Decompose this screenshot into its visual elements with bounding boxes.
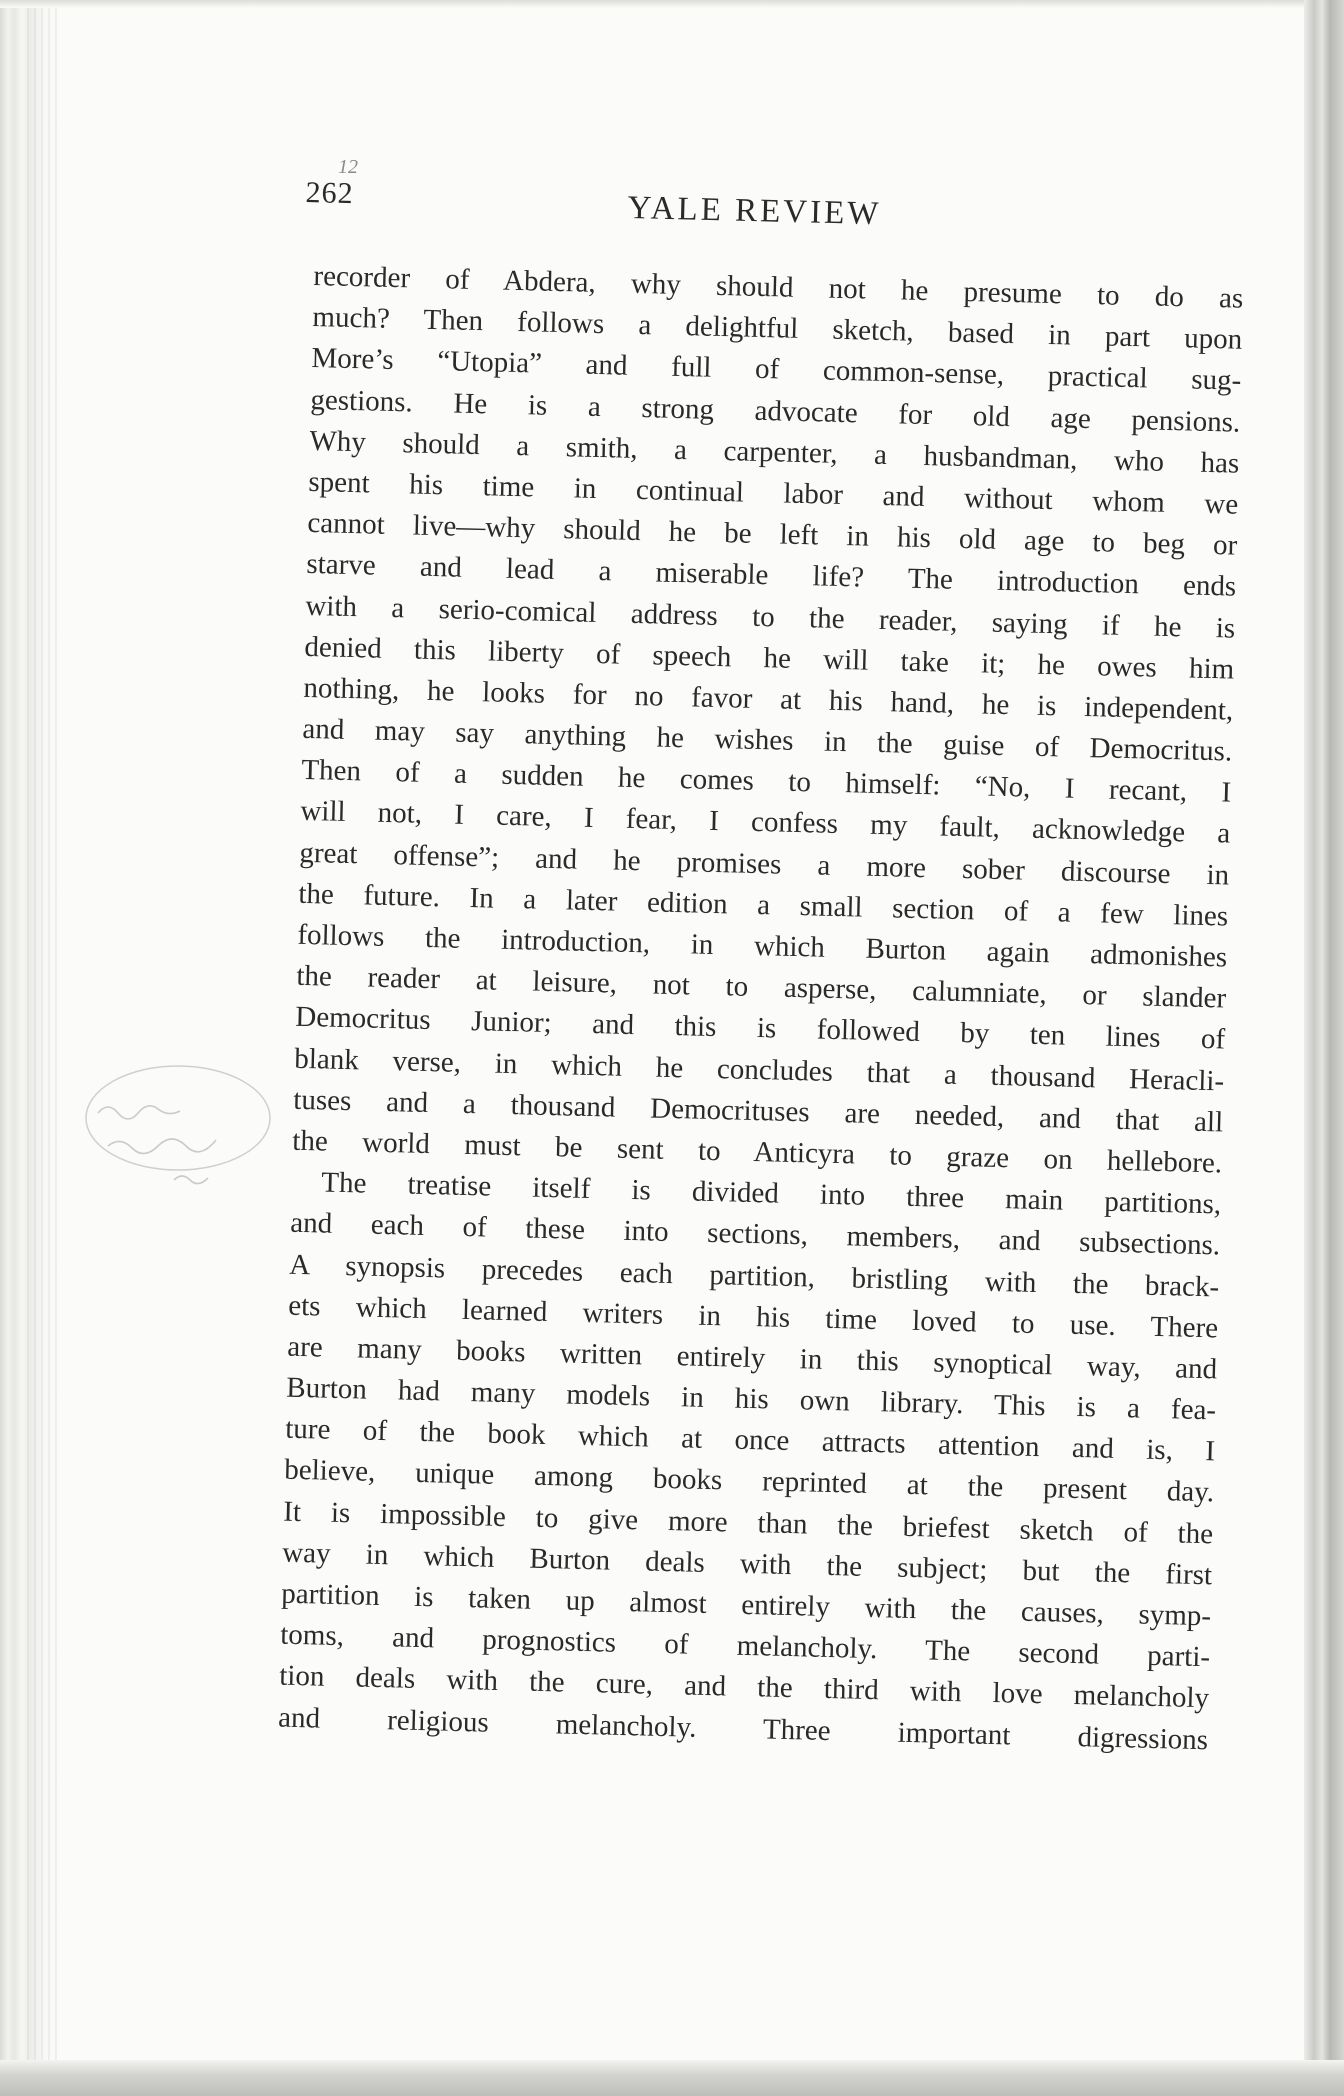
text-line: ets which learned writers in his time loved to use. There (287, 1289, 1219, 1345)
pencil-annotation: 12 (338, 156, 358, 178)
text-line: gestions. He is a strong advocate for old age pensions. (310, 383, 1241, 439)
text-line: way in which Burton deals with the subject; but the first (281, 1536, 1213, 1592)
text-line: Burton had many models in his own library. This is a fea- (285, 1371, 1217, 1427)
text-line: It is impossible to give more than the briefest sketch of the (282, 1495, 1214, 1550)
text-line: blank verse, in which he concludes that a thousand Heracli- (294, 1042, 1225, 1098)
page-bottom-edge (0, 2060, 1344, 2096)
text-line: believe, unique among books reprinted at the present day. (283, 1454, 1215, 1509)
page-right-edge (1304, 0, 1344, 2096)
text-line: Why should a smith, a carpenter, a husbandman, who has (309, 424, 1240, 480)
text-line: partition is taken up almost entirely with the causes, symp- (280, 1577, 1212, 1633)
text-line: The treatise itself is divided into three main partitions, (320, 1166, 1222, 1221)
text-line: More’s “Utopia” and full of common-sense, practical sug- (311, 342, 1242, 398)
text-line: A synopsis precedes each partition, bristling with the brack- (288, 1248, 1220, 1303)
text-line: and religious melancholy. Three important digressions (277, 1701, 1209, 1756)
text-line: ture of the book which at once attracts attention and is, I (284, 1412, 1216, 1468)
body-text (278, 256, 1244, 1761)
text-line: with a serio-comical address to the reader, saying if he is (305, 589, 1236, 645)
text-line: will not, I care, I fear, I confess my fault, acknowledge a (300, 795, 1231, 850)
running-head: YALE REVIEW (627, 190, 882, 233)
text-line: starve and lead a miserable life? The introduction ends (306, 548, 1237, 603)
text-line: Then of a sudden he comes to himself: “No, I recant, I (301, 754, 1232, 809)
text-line: denied this liberty of speech he will take it; he owes him (304, 630, 1235, 686)
text-line: tuses and a thousand Democrituses are needed, and that all (292, 1083, 1224, 1139)
text-line: are many books written entirely in this synoptical way, and (286, 1330, 1218, 1386)
text-line: recorder of Abdera, why should not he presume to do as (313, 259, 1244, 315)
text-line: nothing, he looks for no favor at his hand, he is independent, (303, 671, 1234, 727)
page-stack-lines (22, 0, 62, 2096)
text-line: spent his time in continual labor and without whom we (308, 465, 1239, 521)
page-top-edge (0, 0, 1344, 8)
text-line: follows the introduction, in which Burton again admonishes (297, 918, 1228, 974)
text-line: great offense”; and he promises a more sober discourse in (299, 836, 1230, 892)
text-line: the world must be sent to Anticyra to graze on hellebore. (291, 1124, 1223, 1180)
text-line: much? Then follows a delightful sketch, based in part upon (312, 301, 1243, 356)
text-line: the reader at leisure, not to asperse, calumniate, or slander (296, 959, 1227, 1015)
page-number: 262 (305, 176, 354, 211)
text-line: and may say anything he wishes in the guise of Democritus. (302, 712, 1233, 768)
text-line: tion deals with the cure, and the third with love melancholy (278, 1659, 1210, 1715)
text-line: toms, and prognostics of melancholy. The second parti- (279, 1618, 1211, 1674)
text-line: Democritus Junior; and this is followed by ten lines of (295, 1001, 1226, 1056)
text-line: cannot live—why should he be left in his old age to beg or (307, 507, 1238, 562)
text-line: and each of these into sections, members, and subsections. (289, 1207, 1221, 1262)
margin-handwriting-scribble (78, 1058, 278, 1208)
text-line: the future. In a later edition a small section of a few lines (298, 877, 1229, 933)
